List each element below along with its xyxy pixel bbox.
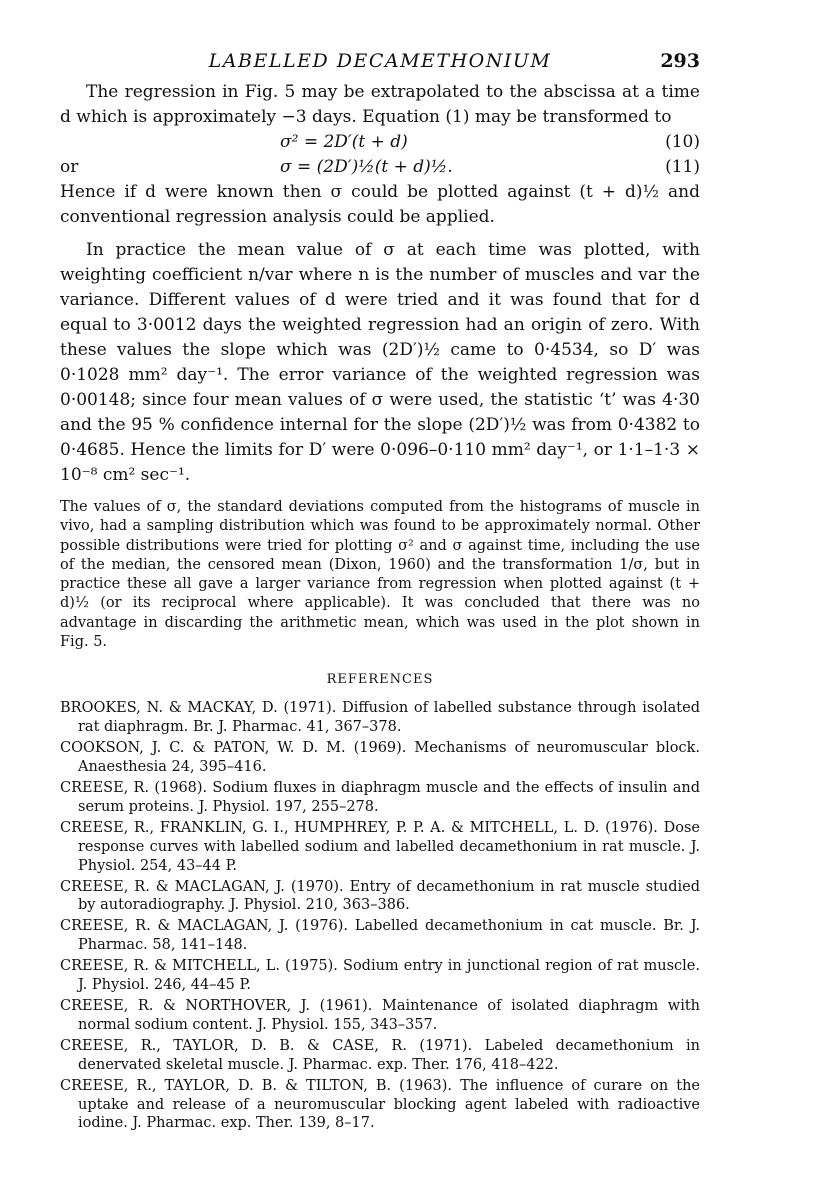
reference-item: CREESE, R. & MITCHELL, L. (1975). Sodium entry in junctional region of rat muscle. J. Physiol. 246, 44–45 P. <box>60 958 700 994</box>
reference-item: CREESE, R., FRANKLIN, G. I., HUMPHREY, P. P. A. & MITCHELL, L. D. (1976). Dose response curves with labelled sodium and labelled decamethonium in rat muscle. J. Physiol. 254, 43–44 P. <box>60 819 700 874</box>
equation-expression: σ = (2D′)½(t + d)½. <box>280 157 453 177</box>
reference-item: BROOKES, N. & MACKAY, D. (1971). Diffusion of labelled substance through isolated rat diaphragm. Br. J. Pharmac. 41, 367–378. <box>60 700 700 736</box>
running-title: LABELLED DECAMETHONIUM <box>208 50 552 72</box>
equation-prefix: or <box>60 157 79 177</box>
paragraph-extrapolation: The regression in Fig. 5 may be extrapolated to the abscissa at a time d which is approximately −3 days. Equation (1) may be transformed to <box>60 82 700 127</box>
reference-item: CREESE, R. & NORTHOVER, J. (1961). Maintenance of isolated diaphragm with normal sodium content. J. Physiol. 155, 343–357. <box>60 997 700 1033</box>
reference-item: CREESE, R., TAYLOR, D. B. & TILTON, B. (1963). The influence of curare on the uptake and release of a neuromuscular blocking agent labeled with radioactive iodine. J. Pharmac. exp. Ther. 139, 8–17. <box>60 1077 700 1132</box>
reference-item: CREESE, R. & MACLAGAN, J. (1970). Entry of decamethonium in rat muscle studied by autoradiography. J. Physiol. 210, 363–386. <box>60 878 700 914</box>
page-number: 293 <box>660 50 700 72</box>
paragraph-sampling-distribution: The values of σ, the standard deviations computed from the histograms of muscle in vivo, had a sampling distribution which was found to be approximately normal. Other possible distributions were tried for plotting σ² and σ against time, including the use of the median, the censored mean (Dixon, 1960) and the transformation 1/σ, but in practice these all gave a larger variance from regression when plotted against (t + d)½ (or its reciprocal where applicable). It was concluded that there was no advantage in discarding the arithmetic mean, which was used in the plot shown in Fig. 5. <box>60 499 700 651</box>
equation-expression: σ² = 2D′(t + d) <box>280 132 408 152</box>
paragraph-regression-analysis: Hence if d were known then σ could be plotted against (t + d)½ and conventional regression analysis could be applied. <box>60 182 700 227</box>
equation-11 <box>60 155 700 180</box>
equation-number: (10) <box>665 132 700 152</box>
reference-item: CREESE, R., TAYLOR, D. B. & CASE, R. (1971). Labeled decamethonium in denervated skeletal muscle. J. Pharmac. exp. Ther. 176, 418–422. <box>60 1037 700 1073</box>
equation-number: (11) <box>665 157 700 177</box>
equation-10 <box>60 130 700 155</box>
reference-list <box>60 699 700 1133</box>
references-heading: REFERENCES <box>326 672 434 688</box>
reference-item: CREESE, R. (1968). Sodium fluxes in diaphragm muscle and the effects of insulin and serum proteins. J. Physiol. 197, 255–278. <box>60 780 700 815</box>
page-header <box>60 50 700 80</box>
reference-item: CREESE, R. & MACLAGAN, J. (1976). Labelled decamethonium in cat muscle. Br. J. Pharmac. 58, 141–148. <box>60 918 700 954</box>
journal-page <box>60 50 700 1135</box>
reference-item: COOKSON, J. C. & PATON, W. D. M. (1969). Mechanisms of neuromuscular block. Anaesthesia 24, 395–416. <box>60 740 700 776</box>
paragraph-weighted-regression: In practice the mean value of σ at each time was plotted, with weighting coefficient n/var where n is the number of muscles and var the variance. Different values of d were tried and it was found that for d equal to 3·0012 days the weighted regression had an origin of zero. With these values the slope which was (2D′)½ came to 0·4534, so D′ was 0·1028 mm² day⁻¹. The error variance of the weighted regression was 0·00148; since four mean values of σ were used, the statistic ‘t’ was 4·30 and the 95 % confidence internal for the slope (2D′)½ was from 0·4382 to 0·4685. Hence the limits for D′ were 0·096–0·110 mm² day⁻¹, or 1·1–1·3 × 10⁻⁸ cm² sec⁻¹. <box>60 240 700 485</box>
